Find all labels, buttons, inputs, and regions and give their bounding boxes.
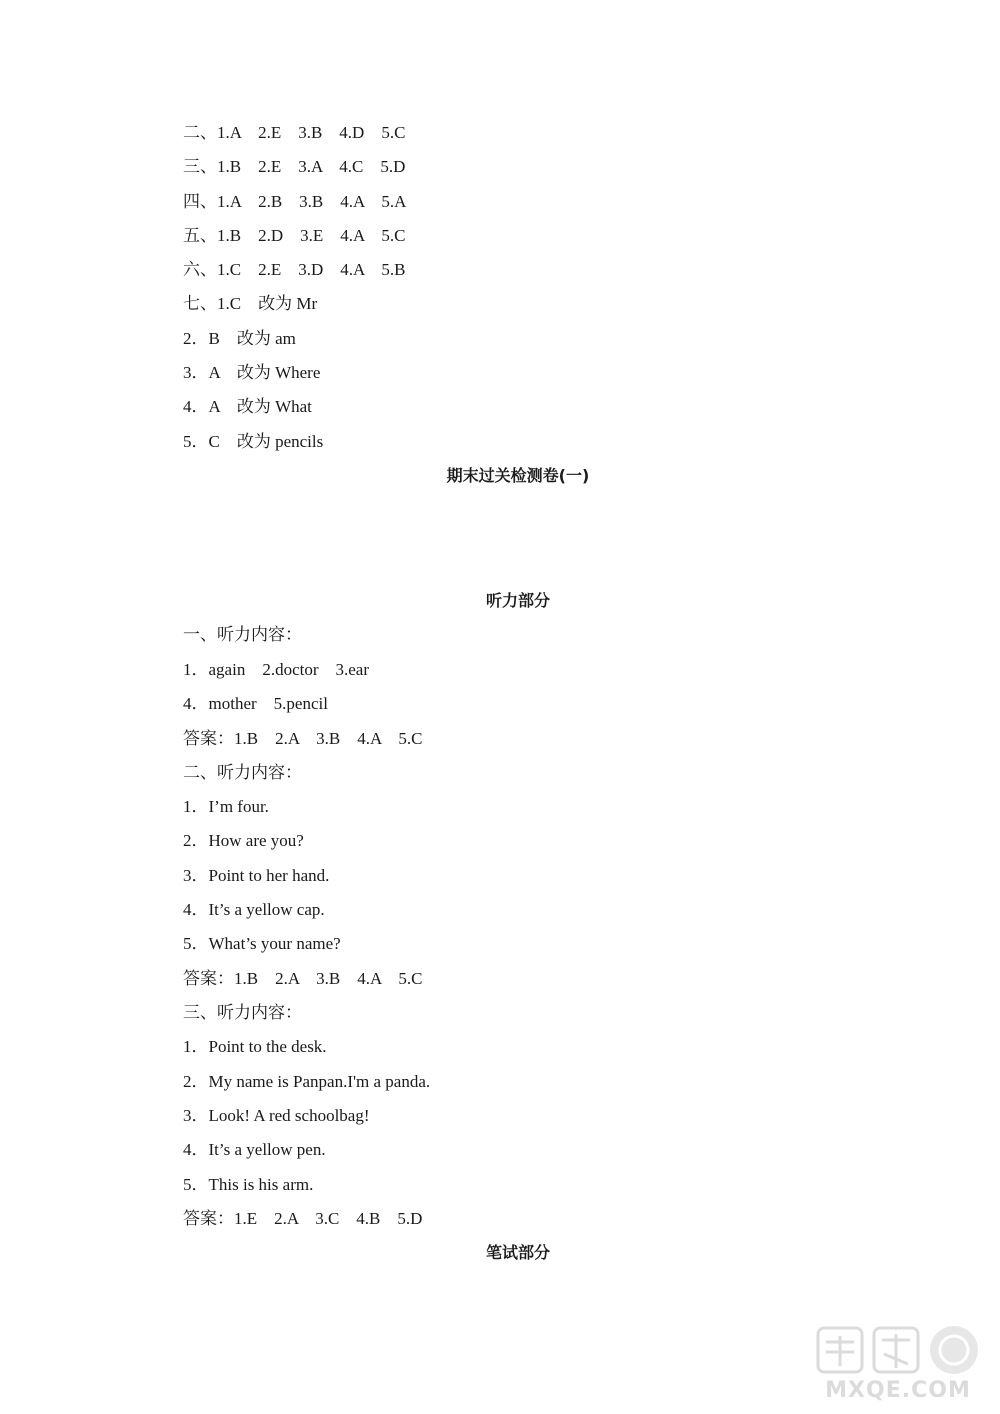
listening-line: 4．It’s a yellow cap.	[183, 900, 325, 919]
answer-line: 2．B 改为 am	[183, 329, 296, 348]
listening-line: 2．My name is Panpan.I'm a panda.	[183, 1072, 431, 1091]
listening-answer-line: 答案：1.B 2.A 3.B 4.A 5.C	[183, 729, 423, 748]
answer-line: 五、1.B 2.D 3.E 4.A 5.C	[183, 226, 406, 245]
listening-line: 3．Look! A red schoolbag!	[183, 1106, 370, 1125]
answer-line: 四、1.A 2.B 3.B 4.A 5.A	[183, 192, 407, 211]
listening-answer-line: 答案：1.B 2.A 3.B 4.A 5.C	[183, 969, 423, 988]
written-section-title: 笔试部分	[485, 1243, 550, 1262]
listening-line: 5．What’s your name?	[183, 934, 341, 953]
listening-line: 4．It’s a yellow pen.	[183, 1140, 326, 1159]
answer-line: 六、1.C 2.E 3.D 4.A 5.B	[183, 260, 406, 279]
listening-section-title: 听力部分	[485, 591, 550, 610]
watermark-site-text: MXQE.COM	[825, 1378, 971, 1403]
answer-line: 5．C 改为 pencils	[183, 432, 324, 451]
exam-title: 期末过关检测卷(一)	[446, 466, 590, 485]
answer-line: 4．A 改为 What	[183, 397, 312, 416]
listening-line: 一、听力内容：	[183, 625, 302, 644]
answer-line: 三、1.B 2.E 3.A 4.C 5.D	[183, 157, 406, 176]
answer-line: 3．A 改为 Where	[183, 363, 321, 382]
listening-line: 二、听力内容：	[183, 763, 302, 782]
listening-line: 4．mother 5.pencil	[183, 694, 328, 713]
answer-line: 二、1.A 2.E 3.B 4.D 5.C	[183, 123, 406, 142]
listening-line: 1．again 2.doctor 3.ear	[183, 660, 369, 679]
listening-line: 1．Point to the desk.	[183, 1037, 327, 1056]
listening-line: 1．I’m four.	[183, 797, 269, 816]
answer-line: 七、1.C 改为 Mr	[183, 294, 318, 313]
listening-line: 5．This is his arm.	[183, 1175, 314, 1194]
listening-answer-line: 答案：1.E 2.A 3.C 4.B 5.D	[183, 1209, 423, 1228]
listening-line: 三、听力内容：	[183, 1003, 302, 1022]
watermark-seal-icon	[808, 1322, 988, 1378]
watermark-logo	[808, 1322, 988, 1408]
listening-line: 3．Point to her hand.	[183, 866, 330, 885]
listening-line: 2．How are you?	[183, 831, 304, 850]
